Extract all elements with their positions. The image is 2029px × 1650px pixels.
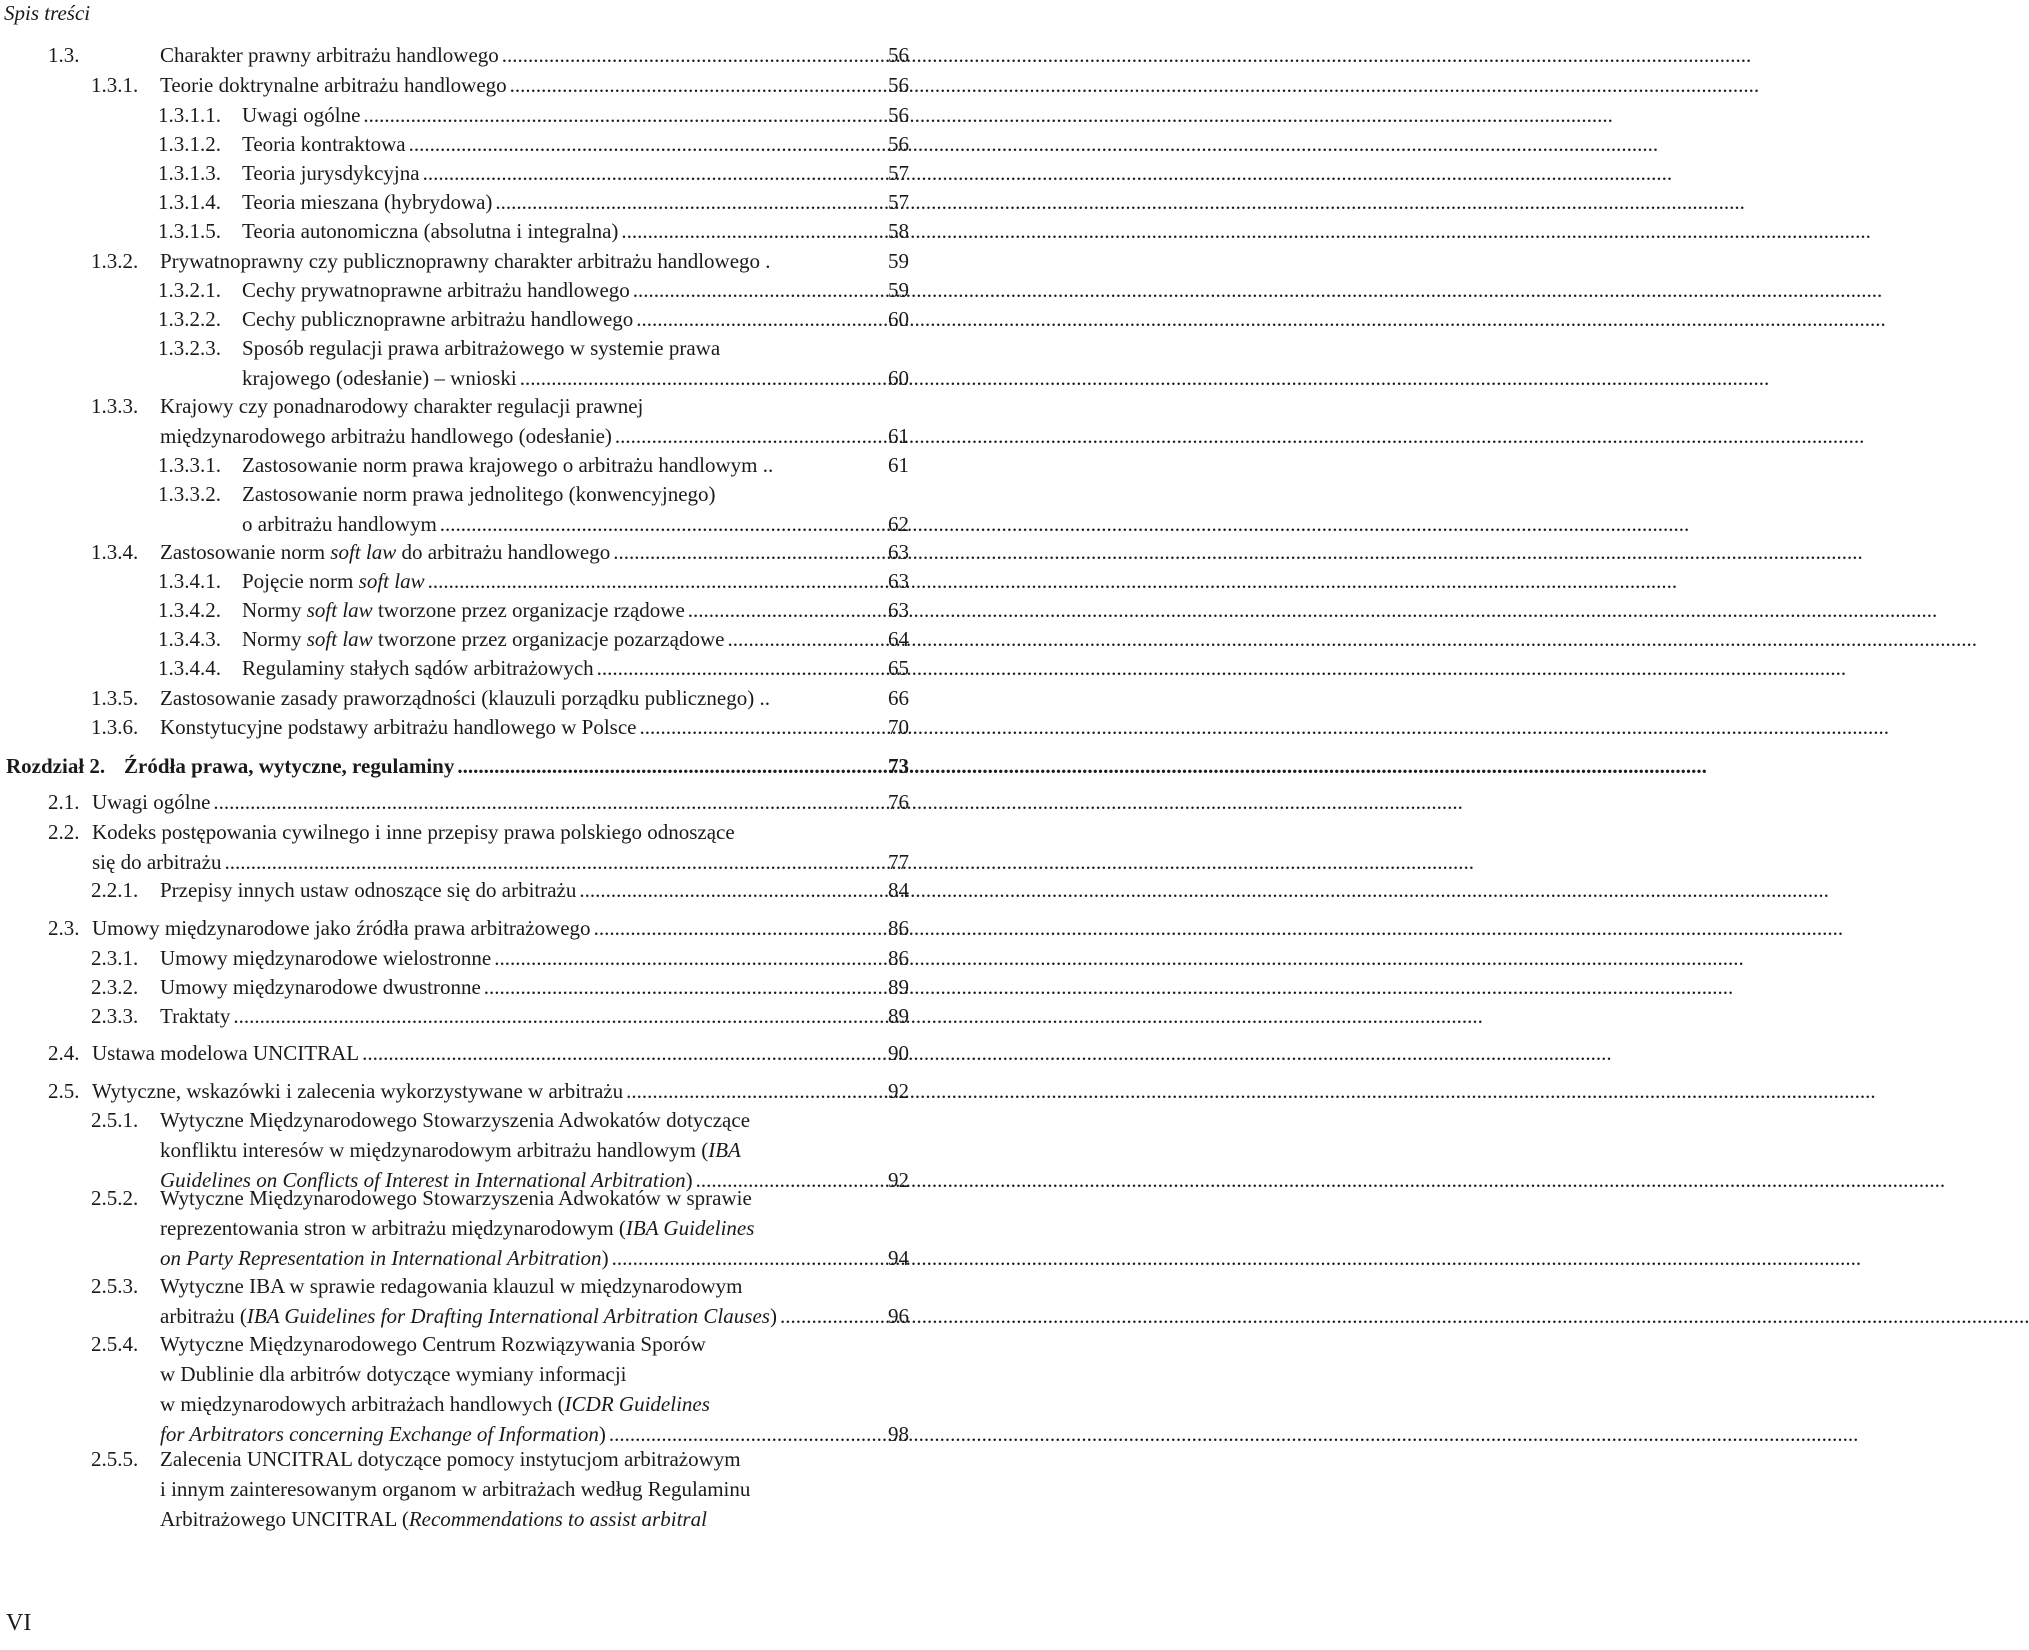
- toc-entry[interactable]: [158, 158, 909, 188]
- dot-leader: [594, 913, 1844, 943]
- toc-entry-title: Wytyczne Międzynarodowego Centrum Rozwiązywania Sporów: [160, 1332, 706, 1356]
- toc-entry-title: Wytyczne IBA w sprawie redagowania klauzul w międzynarodowym: [160, 1274, 743, 1298]
- toc-entry-title: Cechy prywatnoprawne arbitrażu handlowego: [242, 278, 630, 302]
- toc-entry-title: Teoria kontraktowa: [242, 132, 406, 156]
- toc-page-number: 62: [888, 512, 909, 536]
- toc-page-number: 63: [888, 540, 909, 564]
- toc-page-number: 56: [888, 73, 909, 97]
- toc-entry[interactable]: [158, 333, 909, 393]
- dot-leader: [510, 70, 1760, 100]
- toc-entry-title: Teoria autonomiczna (absolutna i integralna): [242, 219, 619, 243]
- toc-entry-number: 2.5.3.: [91, 1274, 139, 1298]
- toc-page-number: 57: [888, 190, 909, 214]
- toc-entry[interactable]: [158, 566, 909, 596]
- dot-leader: [520, 363, 1770, 393]
- toc-page-number: 56: [888, 103, 909, 127]
- toc-entry-number: 1.3.1.4.: [158, 190, 221, 214]
- dot-leader: [633, 275, 1883, 305]
- toc-entry[interactable]: [158, 216, 909, 246]
- toc-entry-title: Teoria mieszana (hybrydowa): [242, 190, 493, 214]
- dot-leader: [362, 1038, 1612, 1068]
- toc-entry-number: 1.3.1.5.: [158, 219, 221, 243]
- toc-entry-title: Regulaminy stałych sądów arbitrażowych: [242, 656, 594, 680]
- toc-page-number: 70: [888, 715, 909, 739]
- toc-entry[interactable]: [158, 129, 909, 159]
- toc-entry[interactable]: [158, 100, 909, 130]
- toc-entry-title: Uwagi ogólne: [92, 790, 211, 814]
- dot-leader: [597, 653, 1847, 683]
- dot-leader: [626, 1076, 1876, 1106]
- toc-entry-title: Umowy międzynarodowe dwustronne: [160, 975, 481, 999]
- toc-entry-number: 1.3.3.1.: [158, 453, 221, 477]
- toc-entry-number: 1.3.5.: [91, 686, 139, 710]
- toc-page-number: 92: [888, 1079, 909, 1103]
- toc-page-number: 94: [888, 1246, 909, 1270]
- toc-entry-number: 1.3.6.: [91, 715, 139, 739]
- toc-page-number: 98: [888, 1422, 909, 1446]
- toc-entry-title: w Dublinie dla arbitrów dotyczące wymiany informacji: [160, 1362, 627, 1386]
- toc-page-number: 89: [888, 975, 909, 999]
- toc-entry[interactable]: [158, 595, 909, 625]
- toc-entry-number: 1.3.1.2.: [158, 132, 221, 156]
- toc-entry-title: Konstytucyjne podstawy arbitrażu handlowego w Polsce: [160, 715, 637, 739]
- toc-entry-number: 1.3.1.: [91, 73, 139, 97]
- toc-entry-number: 2.5.1.: [91, 1108, 139, 1132]
- dot-leader: [423, 158, 1673, 188]
- toc-page-number: 76: [888, 790, 909, 814]
- toc-entry-number: 1.3.1.1.: [158, 103, 221, 127]
- toc-entry-title: Teoria jurysdykcyjna: [242, 161, 420, 185]
- toc-entry-number: 2.2.: [48, 820, 80, 844]
- toc-entry-number: 2.5.4.: [91, 1332, 139, 1356]
- toc-page-number: 89: [888, 1004, 909, 1028]
- toc-entry-number: 1.3.: [48, 43, 80, 67]
- toc-entry-title: Guidelines on Conflicts of Interest in International Arbitration): [160, 1168, 693, 1192]
- toc-entry-number: 1.3.4.4.: [158, 656, 221, 680]
- toc-entry-number: 1.3.1.3.: [158, 161, 221, 185]
- dot-leader: [484, 972, 1734, 1002]
- dot-leader: [495, 187, 1745, 217]
- toc-page-number: 61: [888, 453, 909, 477]
- dot-leader: [612, 1243, 1862, 1273]
- toc-entry[interactable]: [158, 450, 909, 480]
- toc-entry-title: Zastosowanie norm prawa jednolitego (konwencyjnego): [242, 482, 716, 506]
- toc-entry-number: 1.3.4.3.: [158, 627, 221, 651]
- toc-entry-title: Cechy publicznoprawne arbitrażu handlowego: [242, 307, 634, 331]
- toc-entry[interactable]: [91, 943, 909, 973]
- toc-entry[interactable]: [48, 1038, 909, 1068]
- toc-entry[interactable]: [91, 1444, 845, 1534]
- toc-entry[interactable]: [158, 653, 909, 683]
- toc-entry-number: 2.5.2.: [91, 1186, 139, 1210]
- dot-leader: [502, 40, 1752, 70]
- toc-entry-title: Uwagi ogólne: [242, 103, 361, 127]
- toc-entry[interactable]: [48, 40, 909, 70]
- toc-entry[interactable]: [91, 1105, 909, 1195]
- toc-entry-number: 2.3.2.: [91, 975, 139, 999]
- toc-entry[interactable]: [48, 913, 909, 943]
- toc-entry[interactable]: [91, 1183, 909, 1273]
- toc-entry[interactable]: [91, 1329, 909, 1449]
- dot-leader: [457, 751, 1707, 781]
- toc-entry-number: 1.3.2.: [91, 249, 139, 273]
- toc-page-number: 63: [888, 569, 909, 593]
- toc-entry-title: Przepisy innych ustaw odnoszące się do arbitrażu: [160, 878, 577, 902]
- dot-leader: [615, 421, 1865, 451]
- dot-leader: [363, 100, 1613, 130]
- dot-leader: [440, 509, 1690, 539]
- toc-entry-title: konfliktu interesów w międzynarodowym arbitrażu handlowym (IBA: [160, 1138, 741, 1162]
- dot-leader: [639, 712, 1889, 742]
- toc-entry[interactable]: [48, 1076, 909, 1106]
- toc-entry-title: for Arbitrators concerning Exchange of Information): [160, 1422, 606, 1446]
- toc-page-number: 59: [888, 249, 909, 273]
- toc-page-number: 77: [888, 850, 909, 874]
- toc-entry-title: Normy soft law tworzone przez organizacje pozarządowe: [242, 627, 725, 651]
- toc-entry-title: Źródła prawa, wytyczne, regulaminy: [124, 754, 455, 778]
- dot-leader: [636, 304, 1886, 334]
- toc-entry-title: i innym zainteresowanym organom w arbitrażach według Regulaminu: [160, 1477, 751, 1501]
- dot-leader: [621, 216, 1871, 246]
- toc-entry-title: Wytyczne Międzynarodowego Stowarzyszenia Adwokatów w sprawie: [160, 1186, 752, 1210]
- toc-entry[interactable]: [158, 624, 909, 654]
- toc-page-number: 56: [888, 132, 909, 156]
- toc-entry-number: 1.3.4.2.: [158, 598, 221, 622]
- toc-entry-number: 2.3.1.: [91, 946, 139, 970]
- toc-entry[interactable]: [91, 875, 909, 905]
- toc-page-number: 65: [888, 656, 909, 680]
- toc-entry[interactable]: [91, 1001, 909, 1031]
- toc-entry-number: 1.3.3.2.: [158, 482, 221, 506]
- toc-entry-title: Zastosowanie norm soft law do arbitrażu handlowego: [160, 540, 611, 564]
- toc-page-number: 56: [888, 43, 909, 67]
- toc-entry-title: Sposób regulacji prawa arbitrażowego w systemie prawa: [242, 336, 721, 360]
- toc-entry-title: Umowy międzynarodowe jako źródła prawa arbitrażowego: [92, 916, 591, 940]
- toc-page-number: 60: [888, 307, 909, 331]
- toc-entry-title: Prywatnoprawny czy publicznoprawny charakter arbitrażu handlowego .: [160, 249, 771, 273]
- toc-entry[interactable]: [91, 246, 909, 276]
- dot-leader: [613, 537, 1863, 567]
- toc-page-number: 96: [888, 1304, 909, 1328]
- dot-leader: [428, 566, 1678, 596]
- toc-entry-number: 1.3.2.1.: [158, 278, 221, 302]
- toc-page-number: 86: [888, 946, 909, 970]
- dot-leader: [780, 1301, 2029, 1331]
- toc-entry-title: Krajowy czy ponadnarodowy charakter regulacji prawnej: [160, 394, 644, 418]
- toc-entry-title: on Party Representation in International Arbitration): [160, 1246, 609, 1270]
- toc-entry-title: Zalecenia UNCITRAL dotyczące pomocy instytucjom arbitrażowym: [160, 1447, 741, 1471]
- toc-entry[interactable]: [158, 275, 909, 305]
- toc-entry[interactable]: [91, 972, 909, 1002]
- toc-page-number: 90: [888, 1041, 909, 1065]
- toc-entry[interactable]: [91, 712, 909, 742]
- toc-page-number: 92: [888, 1168, 909, 1192]
- toc-entry-title: w międzynarodowych arbitrażach handlowych (ICDR Guidelines: [160, 1392, 710, 1416]
- toc-entry-number: 2.2.1.: [91, 878, 139, 902]
- toc-entry-title: międzynarodowego arbitrażu handlowego (odesłanie): [160, 424, 612, 448]
- dot-leader: [494, 943, 1744, 973]
- dot-leader: [224, 847, 1474, 877]
- toc-entry[interactable]: [48, 787, 909, 817]
- toc-entry-number: 1.3.3.: [91, 394, 139, 418]
- toc-entry-title: Umowy międzynarodowe wielostronne: [160, 946, 492, 970]
- toc-entry-title: Wytyczne Międzynarodowego Stowarzyszenia Adwokatów dotyczące: [160, 1108, 751, 1132]
- toc-entry-title: Charakter prawny arbitrażu handlowego: [160, 43, 499, 67]
- running-header: Spis treści: [4, 1, 91, 25]
- toc-entry-title: arbitrażu (IBA Guidelines for Drafting International Arbitration Clauses): [160, 1304, 777, 1328]
- toc-page-number: 61: [888, 424, 909, 448]
- toc-entry-title: Teorie doktrynalne arbitrażu handlowego: [160, 73, 507, 97]
- toc-entry-title: Zastosowanie norm prawa krajowego o arbitrażu handlowym ..: [242, 453, 774, 477]
- toc-entry[interactable]: [91, 537, 909, 567]
- toc-page-number: 60: [888, 366, 909, 390]
- toc-entry-number: 2.3.3.: [91, 1004, 139, 1028]
- toc-entry[interactable]: [91, 391, 909, 451]
- toc-entry-number: 1.3.2.2.: [158, 307, 221, 331]
- toc-page-number: 58: [888, 219, 909, 243]
- toc-entry-title: Ustawa modelowa UNCITRAL: [92, 1041, 360, 1065]
- toc-entry-number: 2.4.: [48, 1041, 80, 1065]
- toc-entry-title: Pojęcie norm soft law: [242, 569, 425, 593]
- toc-entry[interactable]: [91, 1271, 909, 1331]
- toc-entry-title: Arbitrażowego UNCITRAL (Recommendations to assist arbitral: [160, 1507, 707, 1531]
- toc-page-number: 86: [888, 916, 909, 940]
- toc-entry-title: Zastosowanie zasady praworządności (klauzuli porządku publicznego) ..: [160, 686, 770, 710]
- toc-entry-title: Kodeks postępowania cywilnego i inne przepisy prawa polskiego odnoszące: [92, 820, 735, 844]
- toc-entry-number: 2.1.: [48, 790, 80, 814]
- toc-entry-number: 1.3.4.1.: [158, 569, 221, 593]
- toc-entry-title: reprezentowania stron w arbitrażu międzynarodowym (IBA Guidelines: [160, 1216, 755, 1240]
- toc-entry-number: 1.3.2.3.: [158, 336, 221, 360]
- page-number: VI: [6, 1610, 32, 1636]
- toc-entry-number: 1.3.4.: [91, 540, 139, 564]
- toc-entry-title: Normy soft law tworzone przez organizacje rządowe: [242, 598, 685, 622]
- toc-page-number: 64: [888, 627, 909, 651]
- dot-leader: [409, 129, 1659, 159]
- toc-entry-number: 2.5.: [48, 1079, 80, 1103]
- toc-entry-number: 2.3.: [48, 916, 80, 940]
- dot-leader: [579, 875, 1829, 905]
- toc-entry-title: o arbitrażu handlowym: [242, 512, 437, 536]
- dot-leader: [727, 624, 1977, 654]
- toc-page-number: 63: [888, 598, 909, 622]
- toc-entry-title: krajowego (odesłanie) – wnioski: [242, 366, 517, 390]
- toc-entry[interactable]: [91, 70, 909, 100]
- toc-entry[interactable]: [158, 479, 909, 539]
- toc-page-number: 59: [888, 278, 909, 302]
- toc-entry-title: Traktaty: [160, 1004, 231, 1028]
- toc-entry[interactable]: [158, 304, 909, 334]
- toc-page-number: 57: [888, 161, 909, 185]
- toc-entry[interactable]: [6, 751, 909, 781]
- toc-entry-number: Rozdział 2.: [6, 754, 106, 778]
- toc-entry[interactable]: [48, 817, 909, 877]
- toc-entry-number: 2.5.5.: [91, 1447, 139, 1471]
- toc-entry-title: się do arbitrażu: [92, 850, 222, 874]
- toc-entry[interactable]: [91, 683, 909, 713]
- dot-leader: [213, 787, 1463, 817]
- toc-page-number: 66: [888, 686, 909, 710]
- toc-page-number: 73: [888, 754, 909, 778]
- toc-page-number: 84: [888, 878, 909, 902]
- toc-entry[interactable]: [158, 187, 909, 217]
- toc-entry-title: Wytyczne, wskazówki i zalecenia wykorzystywane w arbitrażu: [92, 1079, 624, 1103]
